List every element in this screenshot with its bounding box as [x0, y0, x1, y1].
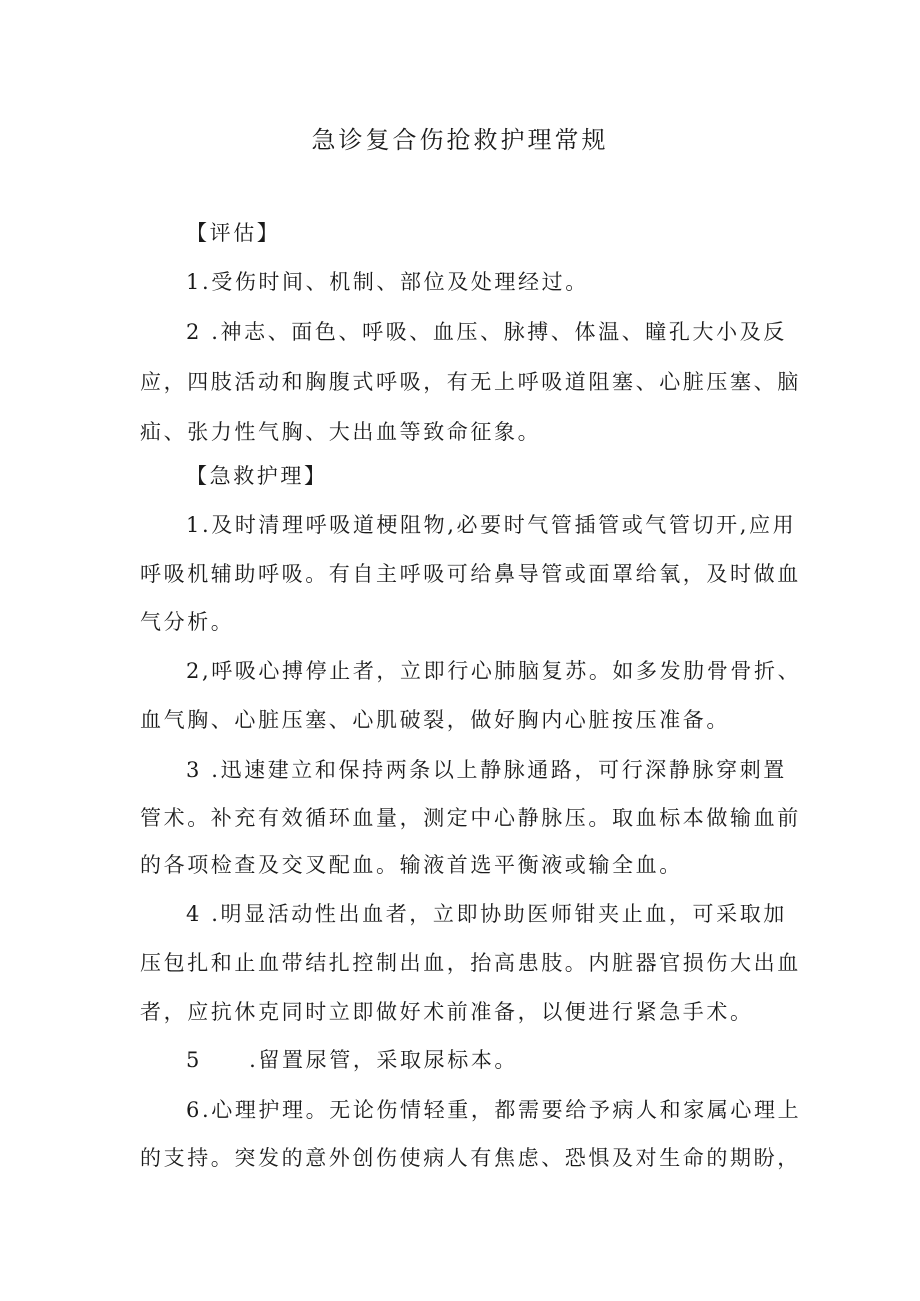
paragraph-line: 3 .迅速建立和保持两条以上静脉通路，可行深静脉穿刺置: [186, 758, 787, 782]
paragraph-line: 应，四肢活动和胸腹式呼吸，有无上呼吸道阻塞、心脏压塞、脑: [140, 370, 801, 394]
paragraph-line: 压包扎和止血带结扎控制出血，抬高患肢。内脏器官损伤大出血: [140, 951, 801, 975]
paragraph-line: 1.受伤时间、机制、部位及处理经过。: [186, 270, 589, 294]
paragraph-line: 者，应抗休克同时立即做好术前准备，以便进行紧急手术。: [140, 1000, 754, 1024]
section-heading-emergency-care: 【急救护理】: [186, 464, 328, 488]
paragraph-line: 呼吸机辅助呼吸。有自主呼吸可给鼻导管或面罩给氧，及时做血: [140, 562, 801, 586]
paragraph-line: 疝、张力性气胸、大出血等致命征象。: [140, 420, 542, 444]
paragraph-line: 的支持。突发的意外创伤使病人有焦虑、恐惧及对生命的期盼，: [140, 1146, 801, 1170]
document-title: 急诊复合伤抢救护理常规: [311, 126, 609, 154]
paragraph-line: 气分析。: [140, 610, 235, 634]
paragraph-line: 6.心理护理。无论伤情轻重，都需要给予病人和家属心理上: [186, 1098, 802, 1122]
paragraph-line: 管术。补充有效循环血量，测定中心静脉压。取血标本做输血前: [140, 806, 801, 830]
paragraph-line: 4 .明显活动性出血者，立即协助医师钳夹止血，可采取加: [186, 902, 787, 926]
paragraph-line: 5 .留置尿管，采取尿标本。: [186, 1048, 519, 1072]
paragraph-line: 2,呼吸心搏停止者，立即行心肺脑复苏。如多发肋骨骨折、: [186, 659, 802, 683]
paragraph-line: 的各项检查及交叉配血。输液首选平衡液或输全血。: [140, 853, 683, 877]
paragraph-line: 2 .神志、面色、呼吸、血压、脉搏、体温、瞳孔大小及反: [186, 320, 787, 344]
section-heading-assessment: 【评估】: [186, 221, 281, 245]
paragraph-line: 1.及时清理呼吸道梗阻物,必要时气管插管或气管切开,应用: [186, 513, 797, 537]
paragraph-line: 血气胸、心脏压塞、心肌破裂，做好胸内心脏按压准备。: [140, 708, 730, 732]
